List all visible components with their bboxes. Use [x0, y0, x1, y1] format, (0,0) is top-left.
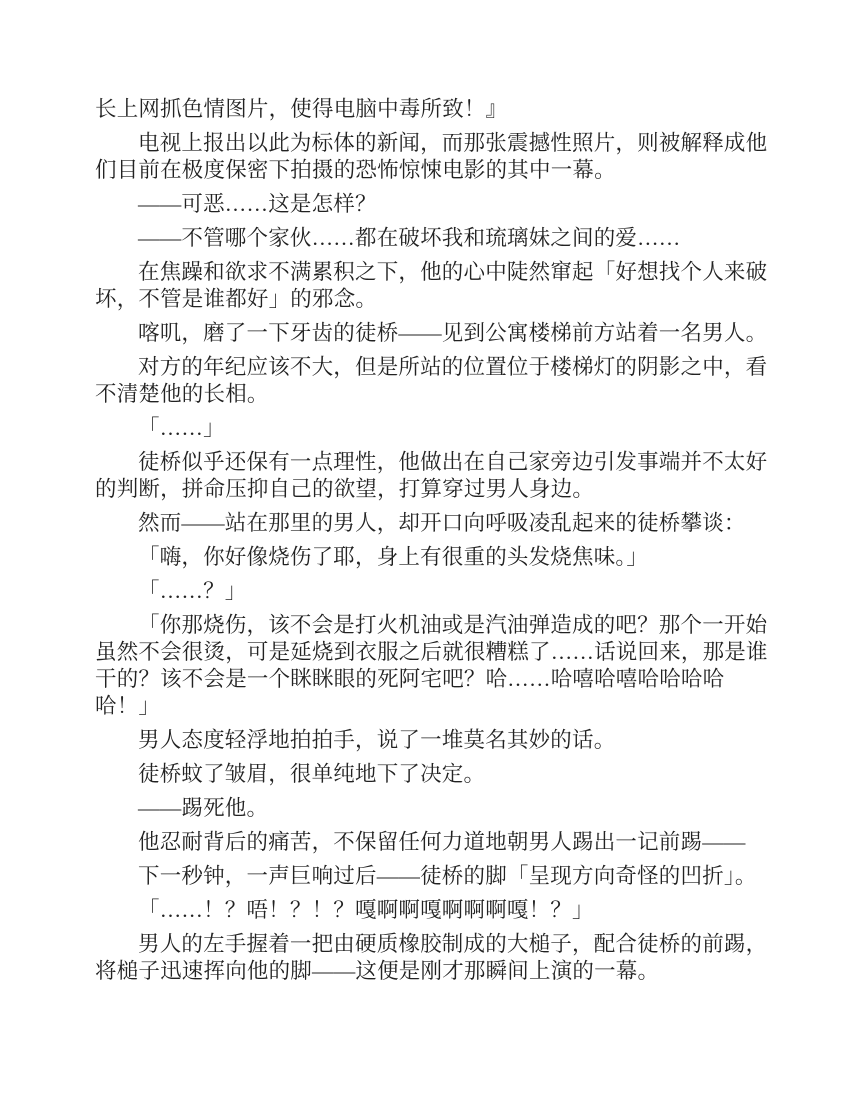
text-line: 徒桥蚊了皱眉，很单纯地下了决定。	[138, 762, 486, 786]
text-line: 将槌子迅速挥向他的脚——这便是刚才那瞬间上演的一幕。	[95, 959, 660, 983]
text-line: 然而——站在那里的男人，却开口向呼吸凌乱起来的徒桥攀谈：	[138, 511, 746, 535]
text-line: 哈！」	[95, 694, 161, 718]
paragraph	[95, 259, 772, 313]
paragraph	[95, 225, 772, 252]
text-line: ——不管哪个家伙……都在破坏我和琉璃妹之间的爱……	[138, 226, 681, 250]
paragraph	[95, 727, 772, 754]
text-line: 下一秒钟，一声巨响过后——徒桥的脚「呈现方向奇怪的凹折」。	[138, 864, 757, 888]
text-line: ——踢死他。	[138, 796, 269, 820]
text-line: 长上网抓色情图片，使得电脑中毒所致！』	[95, 97, 508, 121]
text-line: 徒桥似乎还保有一点理性，他做出在自己家旁边引发事端并不太好	[138, 450, 768, 474]
paragraph	[95, 761, 772, 788]
text-line: 「……！？唔！？！？嘎啊啊嘎啊啊啊嘎！？」	[138, 898, 594, 922]
paragraph	[95, 578, 772, 605]
paragraph	[95, 829, 772, 856]
paragraph	[95, 449, 772, 503]
paragraph	[95, 320, 772, 347]
paragraph	[95, 795, 772, 822]
text-line: 男人的左手握着一把由硬质橡胶制成的大槌子，配合徒桥的前踢，	[138, 932, 768, 956]
text-line: 不清楚他的长相。	[95, 382, 269, 406]
paragraph	[95, 191, 772, 218]
paragraph	[95, 931, 772, 985]
text-line: 「……」	[138, 416, 225, 440]
text-line: 「……？」	[138, 579, 247, 603]
paragraph	[95, 130, 772, 184]
text-line: 干的？该不会是一个眯眯眼的死阿宅吧？哈……哈嘻哈嘻哈哈哈哈	[95, 667, 725, 691]
paragraph	[95, 897, 772, 924]
text-line: 虽然不会很烫，可是延烧到衣服之后就很糟糕了……话说回来，那是谁	[95, 640, 768, 664]
paragraph	[95, 863, 772, 890]
text-line: 电视上报出以此为标体的新闻，而那张震撼性照片，则被解释成他	[138, 131, 768, 155]
text-line: 「你那烧伤，该不会是打火机油或是汽油弹造成的吧？那个一开始	[138, 613, 768, 637]
novel-text-body	[95, 96, 772, 985]
text-line: 「嗨，你好像烧伤了耶，身上有很重的头发烧焦味。」	[138, 545, 649, 569]
text-line: 对方的年纪应该不大，但是所站的位置位于楼梯灯的阴影之中，看	[138, 355, 768, 379]
text-line: 们目前在极度保密下拍摄的恐怖惊悚电影的其中一幕。	[95, 158, 616, 182]
paragraph	[95, 612, 772, 720]
paragraph	[95, 510, 772, 537]
text-line: 的判断，拼命压抑自己的欲望，打算穿过男人身边。	[95, 477, 595, 501]
text-line: 在焦躁和欲求不满累积之下，他的心中陡然窜起「好想找个人来破	[138, 260, 768, 284]
paragraph	[95, 544, 772, 571]
paragraph	[95, 96, 772, 123]
text-line: 他忍耐背后的痛苦，不保留任何力道地朝男人踢出一记前踢——	[138, 830, 746, 854]
paragraph	[95, 415, 772, 442]
text-line: ——可恶……这是怎样？	[138, 192, 377, 216]
text-line: 喀叽，磨了一下牙齿的徒桥——见到公寓楼梯前方站着一名男人。	[138, 321, 768, 345]
paragraph	[95, 354, 772, 408]
text-line: 男人态度轻浮地拍拍手，说了一堆莫名其妙的话。	[138, 728, 616, 752]
text-line: 坏，不管是谁都好」的邪念。	[95, 287, 378, 311]
